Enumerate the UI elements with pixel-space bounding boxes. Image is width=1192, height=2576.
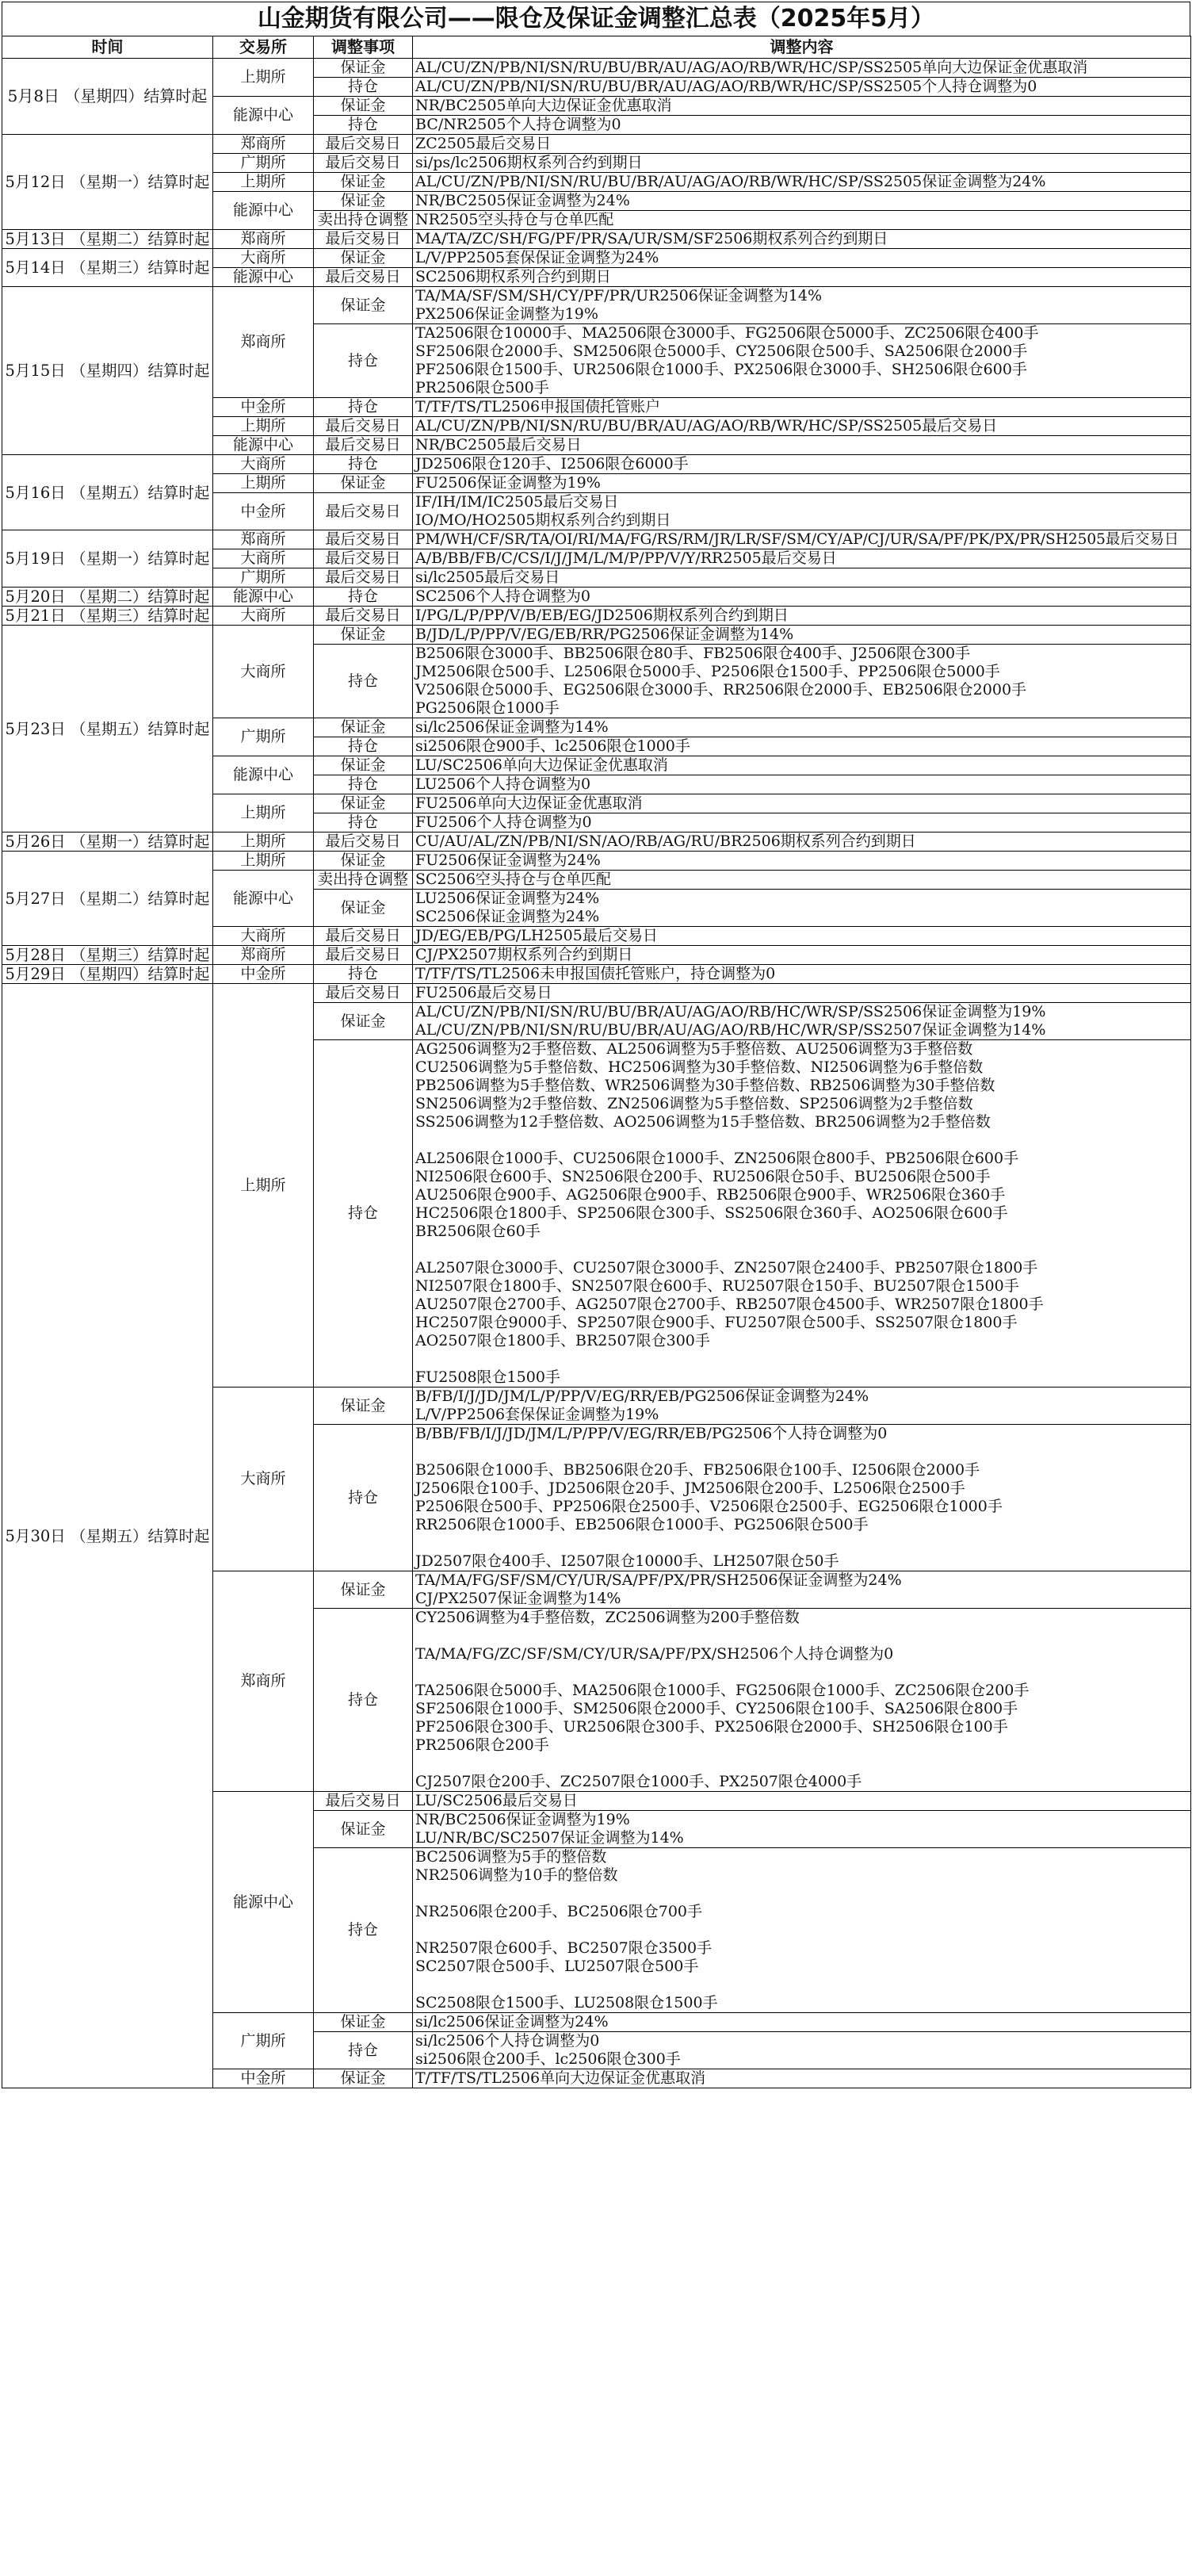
item-type-cell: 保证金 <box>314 59 413 78</box>
exchange-cell: 能源中心 <box>213 192 314 230</box>
table-row <box>2 287 1191 324</box>
exchange-cell: 郑商所 <box>213 230 314 249</box>
content-cell: AL/CU/ZN/PB/NI/SN/RU/BU/BR/AU/AG/AO/RB/WR/HC/SP/SS2505保证金调整为24% <box>413 173 1191 192</box>
content-cell: FU2506个人持仓调整为0 <box>413 813 1191 833</box>
content-cell: MA/TA/ZC/SH/FG/PF/PR/SA/UR/SM/SF2506期权系列合约到期日 <box>413 230 1191 249</box>
exchange-cell: 上期所 <box>213 833 314 852</box>
date-cell: 5月20日 （星期二）结算时起 <box>2 588 213 607</box>
exchange-cell: 郑商所 <box>213 946 314 965</box>
exchange-cell: 上期所 <box>213 794 314 833</box>
date-cell: 5月16日 （星期五）结算时起 <box>2 455 213 530</box>
item-type-cell: 保证金 <box>314 626 413 645</box>
content-cell: SC2506空头持仓与仓单匹配 <box>413 871 1191 890</box>
exchange-cell: 郑商所 <box>213 530 314 549</box>
date-cell: 5月13日 （星期二）结算时起 <box>2 230 213 249</box>
content-cell: CJ/PX2507期权系列合约到期日 <box>413 946 1191 965</box>
content-cell: FU2506单向大边保证金优惠取消 <box>413 794 1191 813</box>
item-type-cell: 保证金 <box>314 756 413 775</box>
item-type-cell: 最后交易日 <box>314 436 413 455</box>
item-type-cell: 最后交易日 <box>314 833 413 852</box>
item-type-cell: 最后交易日 <box>314 1792 413 1811</box>
date-cell: 5月30日 （星期五）结算时起 <box>2 984 213 2088</box>
header-row <box>2 36 1191 59</box>
table-row <box>2 135 1191 154</box>
item-type-cell: 最后交易日 <box>314 607 413 626</box>
exchange-cell: 上期所 <box>213 984 314 1388</box>
content-cell: TA/MA/FG/SF/SM/CY/UR/SA/PF/PX/PR/SH2506保证金调整为24% CJ/PX2507保证金调整为14% <box>413 1571 1191 1609</box>
item-type-cell: 保证金 <box>314 2013 413 2032</box>
content-cell: NR/BC2506保证金调整为19% LU/NR/BC/SC2507保证金调整为14% <box>413 1811 1191 1848</box>
content-cell: FU2506最后交易日 <box>413 984 1191 1003</box>
content-cell: IF/IH/IM/IC2505最后交易日 IO/MO/HO2505期权系列合约到期日 <box>413 493 1191 530</box>
exchange-cell: 广期所 <box>213 568 314 588</box>
exchange-cell: 大商所 <box>213 626 314 718</box>
exchange-cell: 能源中心 <box>213 1792 314 2013</box>
item-type-cell: 持仓 <box>314 1425 413 1571</box>
table-row <box>2 588 1191 607</box>
date-cell: 5月28日 （星期三）结算时起 <box>2 946 213 965</box>
exchange-cell: 能源中心 <box>213 97 314 135</box>
exchange-cell: 上期所 <box>213 59 314 97</box>
content-cell: PM/WH/CF/SR/TA/OI/RI/MA/FG/RS/RM/JR/LR/SF/SM/CY/AP/CJ/UR/SA/PF/PK/PX/PR/SH2505最后交易日 <box>413 530 1191 549</box>
item-type-cell: 最后交易日 <box>314 493 413 530</box>
exchange-cell: 大商所 <box>213 249 314 268</box>
item-type-cell: 最后交易日 <box>314 927 413 946</box>
exchange-cell: 广期所 <box>213 154 314 173</box>
content-cell: ZC2505最后交易日 <box>413 135 1191 154</box>
table-row <box>2 230 1191 249</box>
content-cell: AL/CU/ZN/PB/NI/SN/RU/BU/BR/AU/AG/AO/RB/WR/HC/SP/SS2505个人持仓调整为0 <box>413 78 1191 97</box>
content-cell: BC2506调整为5手的整倍数 NR2506调整为10手的整倍数 NR2506限仓200手、BC2506限仓700手 NR2507限仓600手、BC2507限仓3500手 SC2507限仓500手、LU2507限仓500手 SC2508限仓1500手、LU2508限仓1500手 <box>413 1848 1191 2013</box>
content-cell: LU/SC2506单向大边保证金优惠取消 <box>413 756 1191 775</box>
content-cell: si/lc2505最后交易日 <box>413 568 1191 588</box>
exchange-cell: 大商所 <box>213 455 314 474</box>
item-type-cell: 持仓 <box>314 1848 413 2013</box>
item-type-cell: 持仓 <box>314 965 413 984</box>
item-type-cell: 持仓 <box>314 737 413 756</box>
item-type-cell: 最后交易日 <box>314 417 413 436</box>
exchange-cell: 上期所 <box>213 173 314 192</box>
date-cell: 5月14日 （星期三）结算时起 <box>2 249 213 287</box>
item-type-cell: 最后交易日 <box>314 549 413 568</box>
exchange-cell: 能源中心 <box>213 871 314 927</box>
item-type-cell: 保证金 <box>314 249 413 268</box>
table-row <box>2 607 1191 626</box>
item-type-cell: 保证金 <box>314 173 413 192</box>
item-type-cell: 持仓 <box>314 645 413 718</box>
exchange-cell: 大商所 <box>213 549 314 568</box>
content-cell: JD/EG/EB/PG/LH2505最后交易日 <box>413 927 1191 946</box>
exchange-cell: 郑商所 <box>213 287 314 398</box>
exchange-cell: 大商所 <box>213 927 314 946</box>
adjustment-table <box>2 36 1191 2088</box>
content-cell: NR2505空头持仓与仓单匹配 <box>413 211 1191 230</box>
item-type-cell: 持仓 <box>314 398 413 417</box>
content-cell: AG2506调整为2手整倍数、AL2506调整为5手整倍数、AU2506调整为3手整倍数 CU2506调整为5手整倍数、HC2506调整为30手整倍数、NI2506调整为6手整倍数 PB2506调整为5手整倍数、WR2506调整为30手整倍数、RB2506调整为30手整倍数 SN2506调整为2手整倍数、ZN2506调整为5手整倍数、SP2506调整为2手整倍数 SS2506调整为12手整倍数、AO2506调整为15手整倍数、BR2506调整为2手整倍数 AL2506限仓1000手、CU2506限仓1000手、ZN2506限仓800手、PB2506限仓600手 NI2506限仓600手、SN2506限仓200手、RU2506限仓50手、BU2506限仓500手 AU2506限仓900手、AG2506限仓900手、RB2506限仓900手、WR2506限仓360手 HC2506限仓1800手、SP2506限仓300手、SS2506限仓360手、AO2506限仓600手 BR2506限仓60手 AL2507限仓3000手、CU2507限仓3000手、ZN2507限仓2400手、PB2507限仓1800手 NI2507限仓1800手、SN2507限仓600手、RU2507限仓150手、BU2507限仓1500手 AU2507限仓2700手、AG2507限仓2700手、RB2507限仓4500手、WR2507限仓1800手 HC2507限仓9000手、SP2507限仓900手、FU2507限仓500手、SS2507限仓1800手 AO2507限仓1800手、BR2507限仓300手 FU2508限仓1500手 <box>413 1040 1191 1388</box>
content-cell: TA2506限仓10000手、MA2506限仓3000手、FG2506限仓5000手、ZC2506限仓400手 SF2506限仓2000手、SM2506限仓5000手、CY2506限仓500手、SA2506限仓2000手 PF2506限仓1500手、UR2506限仓1000手、PX2506限仓3000手、SH2506限仓600手 PR2506限仓500手 <box>413 324 1191 398</box>
item-type-cell: 最后交易日 <box>314 268 413 287</box>
date-cell: 5月23日 （星期五）结算时起 <box>2 626 213 833</box>
exchange-cell: 能源中心 <box>213 588 314 607</box>
content-cell: B/JD/L/P/PP/V/EG/EB/RR/PG2506保证金调整为14% <box>413 626 1191 645</box>
item-type-cell: 持仓 <box>314 116 413 135</box>
item-type-cell: 最后交易日 <box>314 135 413 154</box>
item-type-cell: 持仓 <box>314 78 413 97</box>
exchange-cell: 郑商所 <box>213 1571 314 1792</box>
content-cell: AL/CU/ZN/PB/NI/SN/RU/BU/BR/AU/AG/AO/RB/WR/HC/SP/SS2505最后交易日 <box>413 417 1191 436</box>
table-row <box>2 946 1191 965</box>
item-type-cell: 保证金 <box>314 1811 413 1848</box>
content-cell: NR/BC2505最后交易日 <box>413 436 1191 455</box>
item-type-cell: 持仓 <box>314 2032 413 2069</box>
content-cell: FU2506保证金调整为24% <box>413 852 1191 871</box>
content-cell: AL/CU/ZN/PB/NI/SN/RU/BU/BR/AU/AG/AO/RB/HC/WR/SP/SS2506保证金调整为19% AL/CU/ZN/PB/NI/SN/RU/BU/BR/AU/AG/AO/RB/HC/WR/SP/SS2507保证金调整为14% <box>413 1003 1191 1040</box>
item-type-cell: 保证金 <box>314 97 413 116</box>
item-type-cell: 保证金 <box>314 474 413 493</box>
item-type-cell: 保证金 <box>314 852 413 871</box>
content-cell: CY2506调整为4手整倍数，ZC2506调整为200手整倍数 TA/MA/FG/ZC/SF/SM/CY/UR/SA/PF/PX/SH2506个人持仓调整为0 TA2506限仓5000手、MA2506限仓1000手、FG2506限仓1000手、ZC2506限仓200手 SF2506限仓1000手、SM2506限仓2000手、CY2506限仓100手、SA2506限仓800手 PF2506限仓300手、UR2506限仓300手、PX2506限仓2000手、SH2506限仓100手 PR2506限仓200手 CJ2507限仓200手、ZC2507限仓1000手、PX2507限仓4000手 <box>413 1609 1191 1792</box>
item-type-cell: 最后交易日 <box>314 568 413 588</box>
content-cell: A/B/BB/FB/C/CS/I/J/JM/L/M/P/PP/V/Y/RR2505最后交易日 <box>413 549 1191 568</box>
item-type-cell: 保证金 <box>314 2069 413 2088</box>
header-item-type: 调整事项 <box>314 36 413 59</box>
content-cell: SC2506个人持仓调整为0 <box>413 588 1191 607</box>
item-type-cell: 保证金 <box>314 1003 413 1040</box>
exchange-cell: 中金所 <box>213 493 314 530</box>
content-cell: I/PG/L/P/PP/V/B/EB/EG/JD2506期权系列合约到期日 <box>413 607 1191 626</box>
content-cell: T/TF/TS/TL2506申报国债托管账户 <box>413 398 1191 417</box>
item-type-cell: 持仓 <box>314 775 413 794</box>
item-type-cell: 最后交易日 <box>314 530 413 549</box>
date-cell: 5月26日 （星期一）结算时起 <box>2 833 213 852</box>
item-type-cell: 最后交易日 <box>314 154 413 173</box>
summary-sheet <box>2 2 1190 2088</box>
exchange-cell: 上期所 <box>213 474 314 493</box>
item-type-cell: 保证金 <box>314 1571 413 1609</box>
exchange-cell: 广期所 <box>213 2013 314 2069</box>
table-row <box>2 530 1191 549</box>
content-cell: si/ps/lc2506期权系列合约到期日 <box>413 154 1191 173</box>
exchange-cell: 大商所 <box>213 1388 314 1571</box>
content-cell: si/lc2506保证金调整为24% <box>413 2013 1191 2032</box>
table-row <box>2 833 1191 852</box>
content-cell: B/BB/FB/I/J/JD/JM/L/P/PP/V/EG/RR/EB/PG2506个人持仓调整为0 B2506限仓1000手、BB2506限仓20手、FB2506限仓100手、I2506限仓2000手 J2506限仓100手、JD2506限仓20手、JM2506限仓200手、L2506限仓2500手 P2506限仓500手、PP2506限仓2500手、V2506限仓2500手、EG2506限仓1000手 RR2506限仓1000手、EB2506限仓1000手、PG2506限仓500手 JD2507限仓400手、I2507限仓10000手、LH2507限仓50手 <box>413 1425 1191 1571</box>
page-title: 山金期货有限公司——限仓及保证金调整汇总表（2025年5月） <box>2 2 1190 36</box>
content-cell: LU/SC2506最后交易日 <box>413 1792 1191 1811</box>
exchange-cell: 中金所 <box>213 965 314 984</box>
date-cell: 5月21日 （星期三）结算时起 <box>2 607 213 626</box>
table-row <box>2 455 1191 474</box>
content-cell: BC/NR2505个人持仓调整为0 <box>413 116 1191 135</box>
date-cell: 5月27日 （星期二）结算时起 <box>2 852 213 946</box>
exchange-cell: 郑商所 <box>213 135 314 154</box>
item-type-cell: 最后交易日 <box>314 230 413 249</box>
exchange-cell: 上期所 <box>213 417 314 436</box>
exchange-cell: 上期所 <box>213 852 314 871</box>
item-type-cell: 最后交易日 <box>314 946 413 965</box>
item-type-cell: 保证金 <box>314 890 413 927</box>
date-cell: 5月15日 （星期四）结算时起 <box>2 287 213 455</box>
content-cell: JD2506限仓120手、I2506限仓6000手 <box>413 455 1191 474</box>
date-cell: 5月29日 （星期四）结算时起 <box>2 965 213 984</box>
table-row <box>2 852 1191 871</box>
item-type-cell: 持仓 <box>314 1040 413 1388</box>
content-cell: LU2506保证金调整为24% SC2506保证金调整为24% <box>413 890 1191 927</box>
content-cell: si2506限仓900手、lc2506限仓1000手 <box>413 737 1191 756</box>
content-cell: TA/MA/SF/SM/SH/CY/PF/PR/UR2506保证金调整为14% PX2506保证金调整为19% <box>413 287 1191 324</box>
content-cell: L/V/PP2505套保保证金调整为24% <box>413 249 1191 268</box>
item-type-cell: 保证金 <box>314 192 413 211</box>
item-type-cell: 保证金 <box>314 794 413 813</box>
table-row <box>2 59 1191 78</box>
item-type-cell: 保证金 <box>314 1388 413 1425</box>
table-row <box>2 249 1191 268</box>
content-cell: NR/BC2505单向大边保证金优惠取消 <box>413 97 1191 116</box>
content-cell: SC2506期权系列合约到期日 <box>413 268 1191 287</box>
content-cell: CU/AU/AL/ZN/PB/NI/SN/AO/RB/AG/RU/BR2506期权系列合约到期日 <box>413 833 1191 852</box>
content-cell: si/lc2506个人持仓调整为0 si2506限仓200手、lc2506限仓300手 <box>413 2032 1191 2069</box>
item-type-cell: 持仓 <box>314 588 413 607</box>
table-row <box>2 626 1191 645</box>
header-exchange: 交易所 <box>213 36 314 59</box>
exchange-cell: 广期所 <box>213 718 314 756</box>
header-content: 调整内容 <box>413 36 1191 59</box>
content-cell: B2506限仓3000手、BB2506限仓80手、FB2506限仓400手、J2506限仓300手 JM2506限仓500手、L2506限仓5000手、P2506限仓1500手、PP2506限仓5000手 V2506限仓5000手、EG2506限仓3000手、RR2506限仓2000手、EB2506限仓2000手 PG2506限仓1000手 <box>413 645 1191 718</box>
date-cell: 5月19日 （星期一）结算时起 <box>2 530 213 588</box>
exchange-cell: 能源中心 <box>213 436 314 455</box>
date-cell: 5月12日 （星期一）结算时起 <box>2 135 213 230</box>
exchange-cell: 中金所 <box>213 398 314 417</box>
content-cell: LU2506个人持仓调整为0 <box>413 775 1191 794</box>
table-row <box>2 984 1191 1003</box>
content-cell: AL/CU/ZN/PB/NI/SN/RU/BU/BR/AU/AG/AO/RB/WR/HC/SP/SS2505单向大边保证金优惠取消 <box>413 59 1191 78</box>
table-row <box>2 965 1191 984</box>
item-type-cell: 最后交易日 <box>314 984 413 1003</box>
content-cell: B/FB/I/J/JD/JM/L/P/PP/V/EG/RR/EB/PG2506保证金调整为24% L/V/PP2506套保保证金调整为19% <box>413 1388 1191 1425</box>
exchange-cell: 中金所 <box>213 2069 314 2088</box>
exchange-cell: 大商所 <box>213 607 314 626</box>
content-cell: T/TF/TS/TL2506单向大边保证金优惠取消 <box>413 2069 1191 2088</box>
exchange-cell: 能源中心 <box>213 756 314 794</box>
item-type-cell: 持仓 <box>314 813 413 833</box>
item-type-cell: 保证金 <box>314 287 413 324</box>
header-time: 时间 <box>2 36 213 59</box>
item-type-cell: 持仓 <box>314 1609 413 1792</box>
item-type-cell: 保证金 <box>314 718 413 737</box>
item-type-cell: 卖出持仓调整 <box>314 211 413 230</box>
item-type-cell: 卖出持仓调整 <box>314 871 413 890</box>
item-type-cell: 持仓 <box>314 455 413 474</box>
content-cell: FU2506保证金调整为19% <box>413 474 1191 493</box>
exchange-cell: 能源中心 <box>213 268 314 287</box>
table-body <box>2 59 1191 2088</box>
item-type-cell: 持仓 <box>314 324 413 398</box>
date-cell: 5月8日 （星期四）结算时起 <box>2 59 213 135</box>
content-cell: NR/BC2505保证金调整为24% <box>413 192 1191 211</box>
content-cell: si/lc2506保证金调整为14% <box>413 718 1191 737</box>
content-cell: T/TF/TS/TL2506未申报国债托管账户，持仓调整为0 <box>413 965 1191 984</box>
